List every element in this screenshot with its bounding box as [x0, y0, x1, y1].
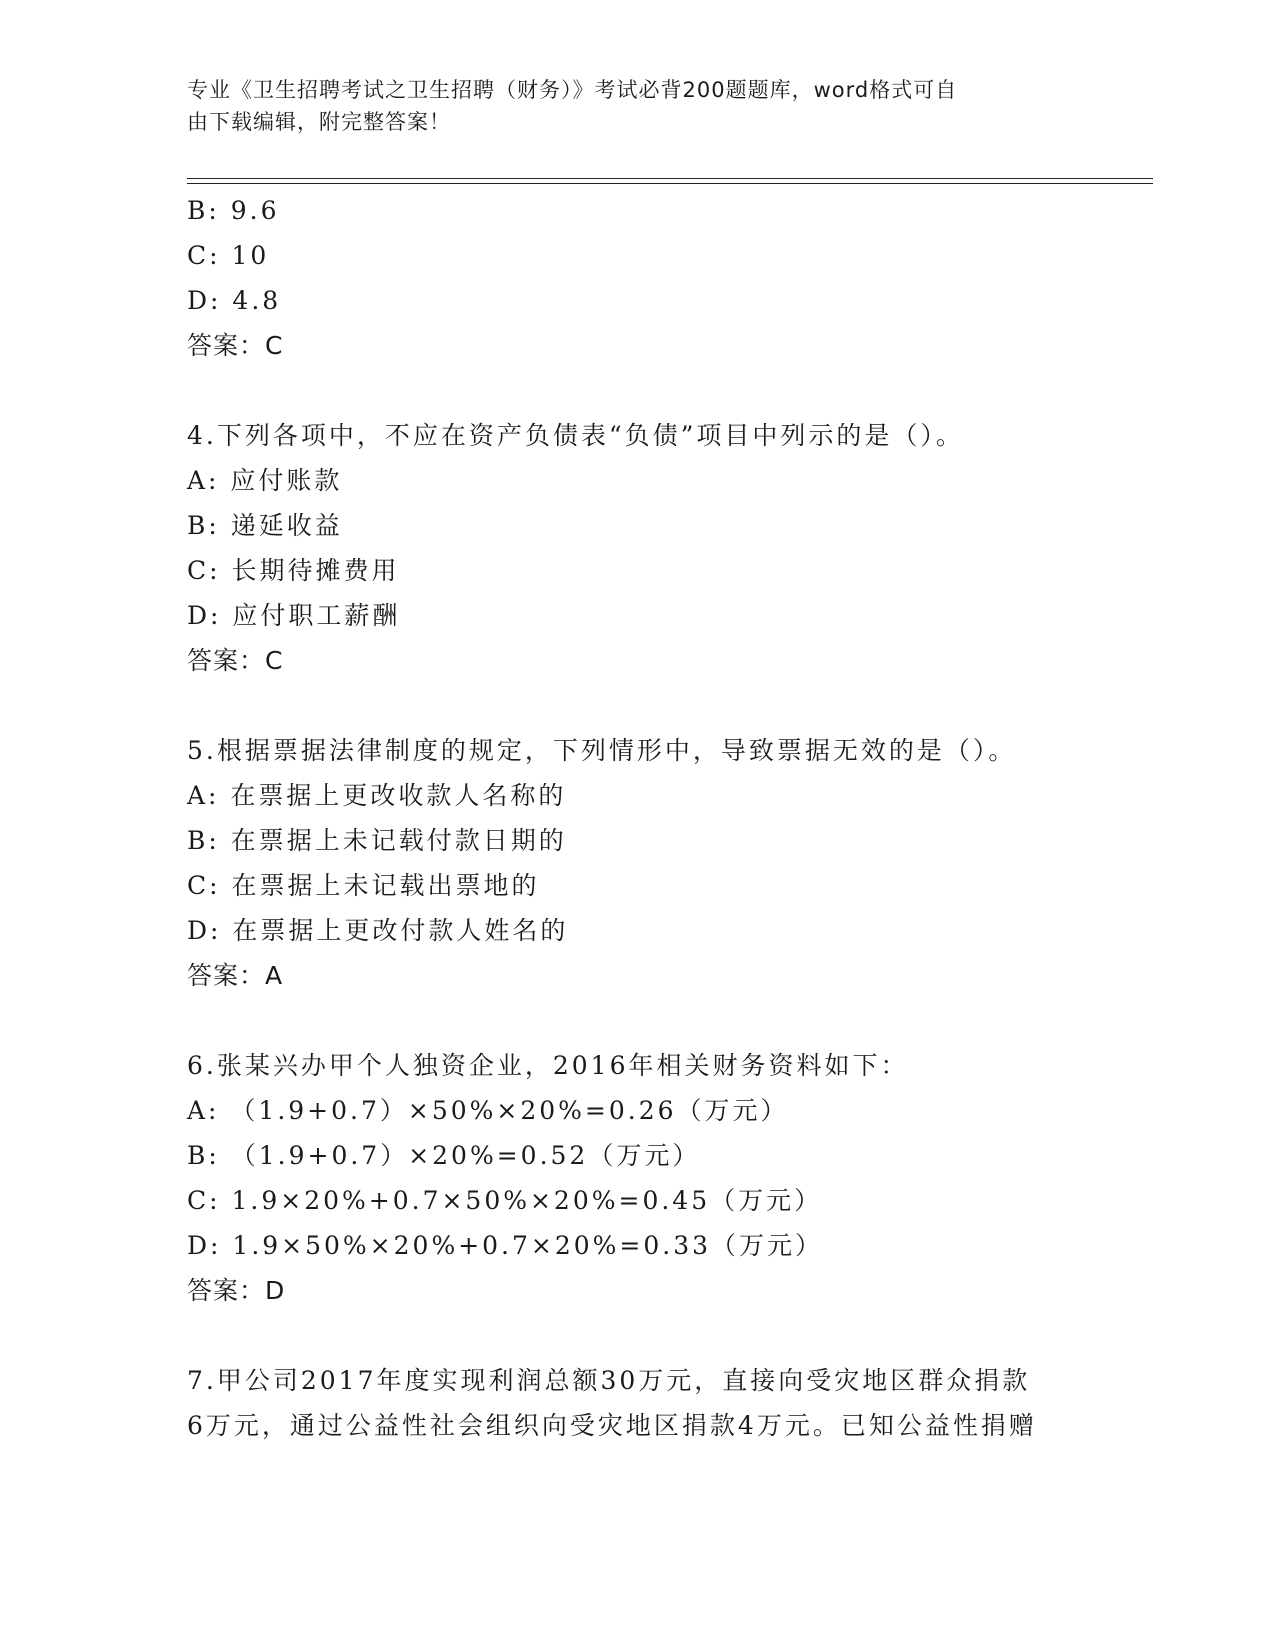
q4-option-c: C: 长期待摊费用: [187, 556, 400, 585]
header-divider-bottom: [187, 183, 1153, 184]
header-line-2: 由下载编辑，附完整答案！: [187, 110, 451, 134]
q3-option-d: D: 4.8: [187, 286, 282, 315]
q6-option-d: D: 1.9×50%×20%+0.7×20%=0.33（万元）: [187, 1231, 824, 1260]
q4-option-a: A: 应付账款: [187, 466, 343, 495]
q5-option-d: D: 在票据上更改付款人姓名的: [187, 916, 569, 945]
q5-option-c: C: 在票据上未记载出票地的: [187, 871, 540, 900]
header-line-1: 专业《卫生招聘考试之卫生招聘（财务）》考试必背200题题库，word格式可自: [187, 78, 958, 102]
q4-option-d: D: 应付职工薪酬: [187, 601, 401, 630]
q5-answer: 答案：A: [187, 961, 284, 990]
q6-option-b: B: （1.9+0.7）×20%=0.52（万元）: [187, 1141, 701, 1170]
header-divider-top: [187, 178, 1153, 179]
q5-option-b: B: 在票据上未记载付款日期的: [187, 826, 567, 855]
q4-answer: 答案：C: [187, 646, 284, 675]
q6-answer: 答案：D: [187, 1276, 286, 1305]
q4-question: 4.下列各项中，不应在资产负债表“负债”项目中列示的是（）。: [187, 421, 964, 450]
q7-question-line-1: 7.甲公司2017年度实现利润总额30万元，直接向受灾地区群众捐款: [187, 1366, 1031, 1395]
q6-option-a: A: （1.9+0.7）×50%×20%=0.26（万元）: [187, 1096, 789, 1125]
q5-option-a: A: 在票据上更改收款人名称的: [187, 781, 567, 810]
q4-option-b: B: 递延收益: [187, 511, 343, 540]
q3-option-c: C: 10: [187, 241, 270, 270]
q3-option-b: B: 9.6: [187, 196, 280, 225]
q6-option-c: C: 1.9×20%+0.7×50%×20%=0.45（万元）: [187, 1186, 823, 1215]
q5-question: 5.根据票据法律制度的规定，下列情形中，导致票据无效的是（）。: [187, 736, 1017, 765]
q3-answer: 答案：C: [187, 331, 284, 360]
q6-question: 6.张某兴办甲个人独资企业，2016年相关财务资料如下：: [187, 1051, 909, 1080]
q7-question-line-2: 6万元，通过公益性社会组织向受灾地区捐款4万元。已知公益性捐赠: [187, 1411, 1037, 1440]
document-header: [187, 74, 1067, 138]
